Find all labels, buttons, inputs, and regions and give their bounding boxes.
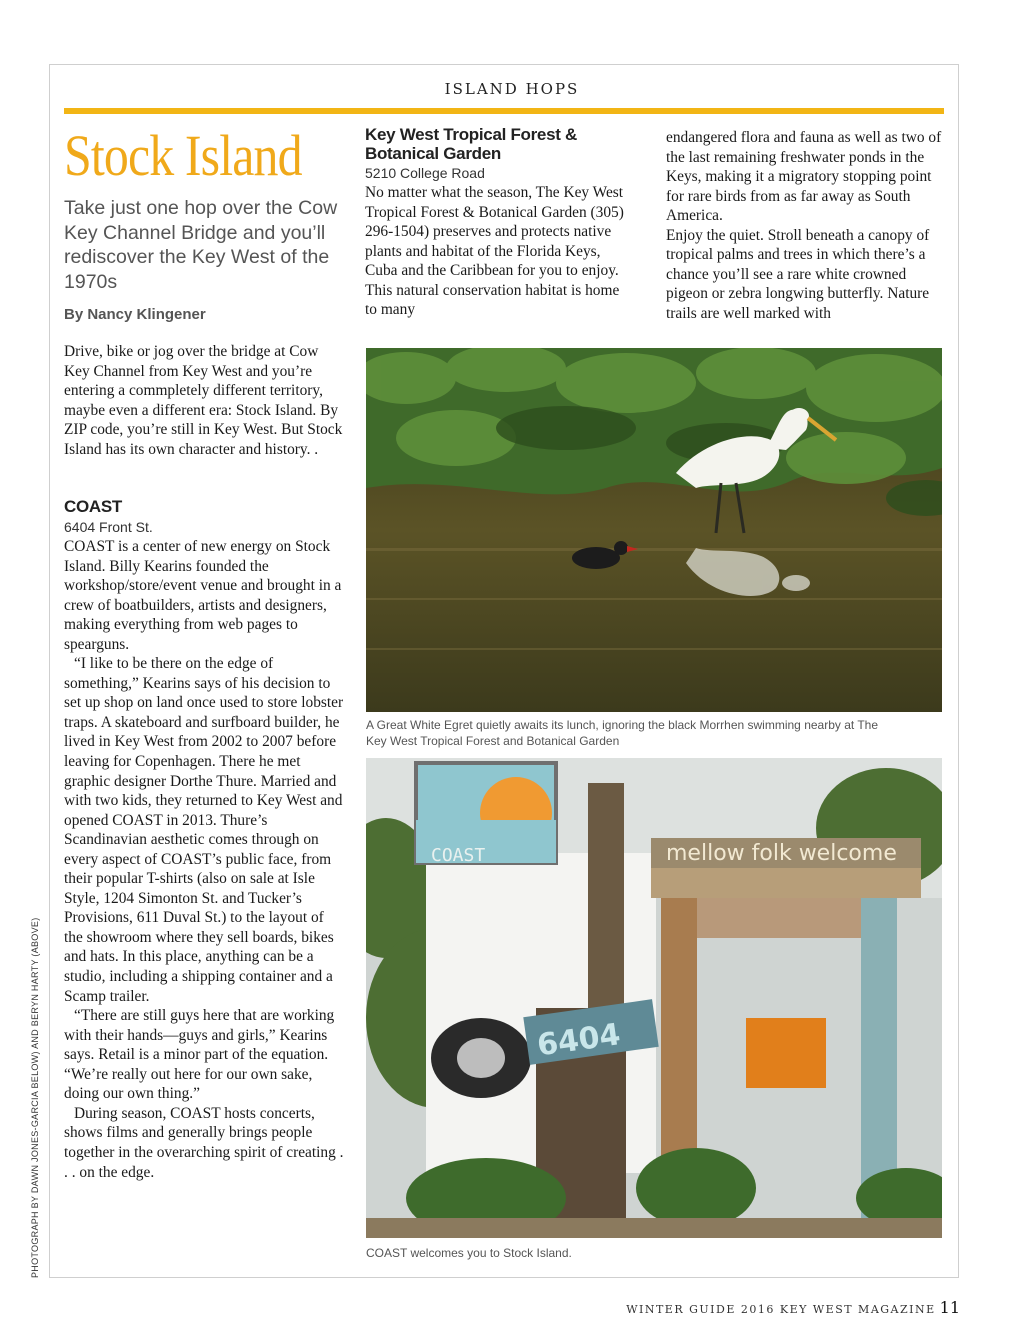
egret-photo: [366, 348, 942, 712]
article-dek: Take just one hop over the Cow Key Channel Bridge and you’ll rediscover the Key West of the 1970s: [64, 197, 338, 293]
garden-continued: [666, 128, 946, 323]
coast-sign-text: COAST: [431, 845, 486, 866]
coast-photo: [366, 758, 942, 1238]
coast-paragraph-3: “There are still guys here that are working with their hands—guys and girls,” Kearins says. Retail is a minor part of the equation. “We’re really out here for our own sake, doing our own thing.”: [64, 1007, 335, 1103]
intro-paragraph: [64, 342, 344, 459]
gold-rule: [64, 108, 944, 114]
garden-section: [365, 125, 635, 320]
coast-section: [64, 497, 344, 1182]
egret-photo-illustration: [366, 348, 942, 712]
coast-paragraph-2: “I like to be there on the edge of something,” Kearins says of his decision to set up shop on land once used to store lobster traps. A skateboard and surfboard builder, he lived in Key West from 2002 to 2007 before leaving for Copenhagen. There he met graphic designer Dorthe Thure. Married and with two kids, they returned to Key West and opened COAST in 2013. Thure’s Scandinavian aesthetic comes through on every aspect of COAST’s public face, from their popular T-shirts (also on sale at Isle Style, 1204 Simonton St. and Tucker’s Provisions, 611 Duval St.) to the layout of the showroom where they sell boards, bikes and hats. In this place, anything can be a studio, including a shipping container and a Scamp trailer.: [64, 655, 344, 1005]
garden-paragraph-1: No matter what the season, The Key West Tropical Forest & Botanical Garden (305) 296-1504) preserves and protects native plants and habitat of the Florida Keys, Cuba and the Caribbean for you to enjoy. This natural conservation habitat is home to many: [365, 184, 624, 319]
garden-paragraph-2: Enjoy the quiet. Stroll beneath a canopy of tropical palms and trees in which there’s a chance you’ll see a rare white crowned pigeon or zebra longwing butterfly. Nature trails are well marked with: [666, 226, 930, 322]
coast-photo-illustration: [366, 758, 942, 1238]
folio-text: WINTER GUIDE 2016 KEY WEST MAGAZINE: [626, 1303, 936, 1316]
garden-paragraph-1-cont: endangered flora and fauna as well as two of the last remaining freshwater ponds in the Keys, making it a migratory stopping point for rare birds from as far away as South America.: [666, 129, 942, 225]
coast-heading: COAST: [64, 497, 123, 516]
byline: By Nancy Klingener: [64, 306, 206, 323]
garden-heading: Key West Tropical Forest & Botanical Garden: [365, 125, 578, 163]
garden-address: 5210 College Road: [365, 165, 485, 181]
folio: [626, 1298, 960, 1317]
coast-address: 6404 Front St.: [64, 519, 153, 535]
coast-paragraph-1: COAST is a center of new energy on Stock Island. Billy Kearins founded the workshop/store/event venue and brought in a crew of boatbuilders, artists and designers, making everything from web pages to spearguns.: [64, 538, 342, 653]
welcome-sign-text: mellow folk welcome: [666, 841, 897, 866]
coast-caption: COAST welcomes you to Stock Island.: [366, 1246, 572, 1260]
photo-credit: PHOTOGRAPH BY DAWN JONES-GARCIA BELOW) AND BERYN HARTY (ABOVE): [30, 917, 40, 1278]
coast-paragraph-4: During season, COAST hosts concerts, shows films and generally brings people together in the overarching spirit of creating . . . on the edge.: [64, 1104, 344, 1181]
egret-caption: A Great White Egret quietly awaits its lunch, ignoring the black Morrhen swimming nearby at The Key West Tropical Forest and Botanical Garden: [366, 718, 879, 748]
address-sign-text: 6404: [535, 1017, 623, 1064]
page-number: 11: [939, 1298, 960, 1317]
section-label: ISLAND HOPS: [444, 80, 580, 98]
intro-text: Drive, bike or jog over the bridge at Cow Key Channel from Key West and you’re entering a commpletely different territory, maybe even a different era: Stock Island. By ZIP code, you’re still in Key West. But Stock Island has its own character and history. .: [64, 343, 343, 458]
article-title: Stock Island: [64, 123, 302, 188]
